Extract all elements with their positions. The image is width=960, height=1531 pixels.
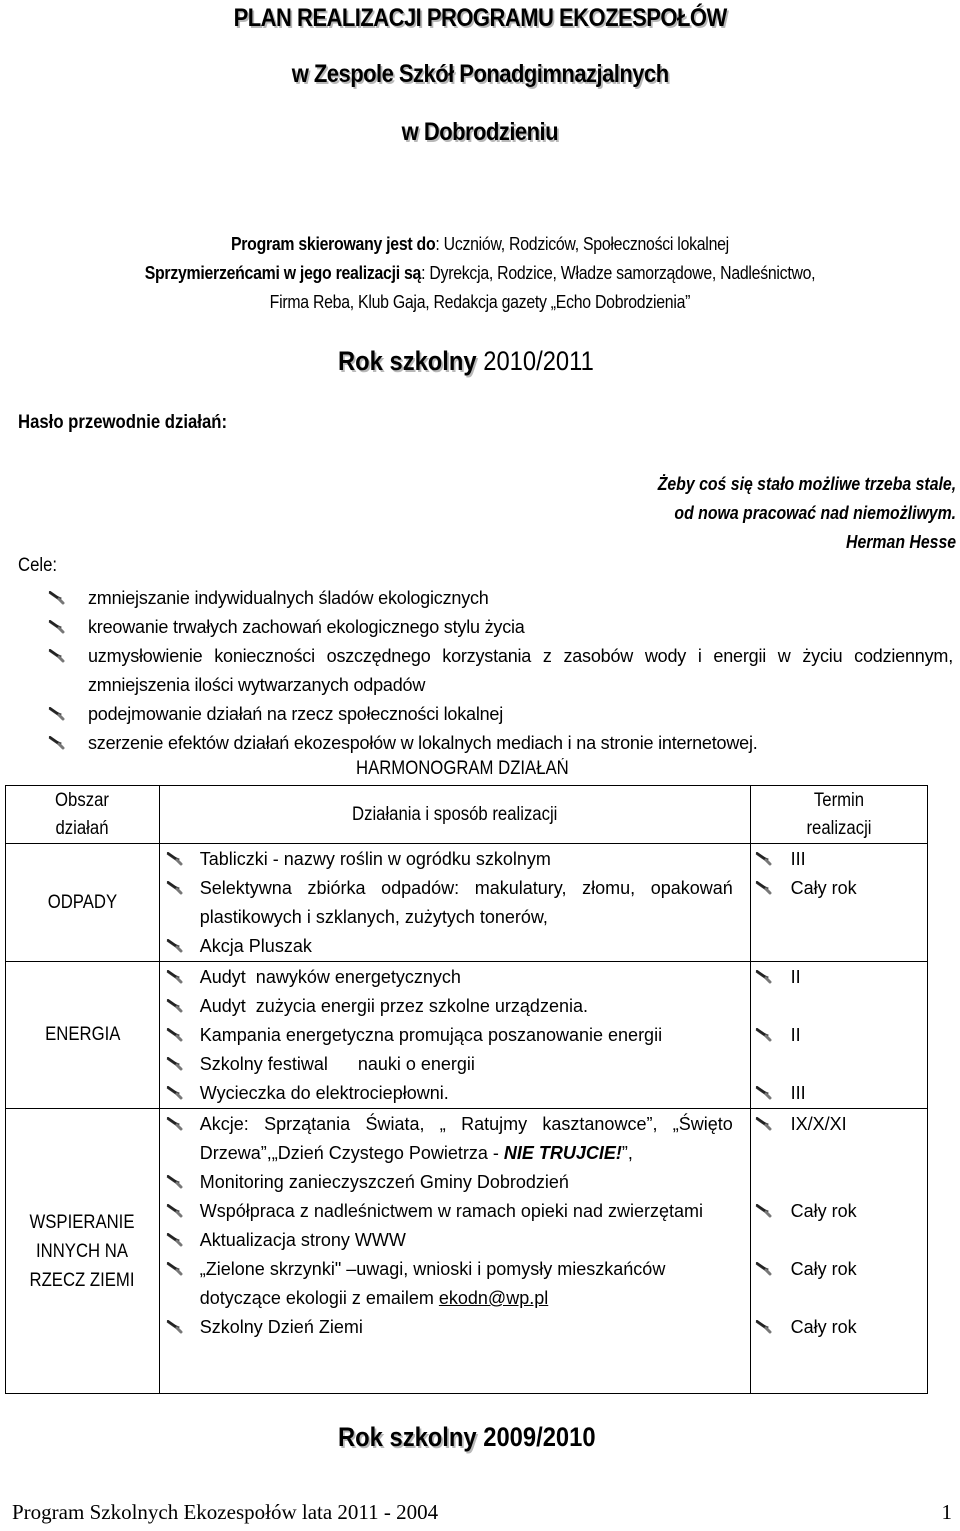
- school-year-current: Rok szkolny 2010/2011: [338, 346, 594, 376]
- table-header-row: [6, 786, 928, 844]
- action-item: Kampania energetyczna promująca poszanowanie energii: [160, 1021, 750, 1050]
- intro-audience: Program skierowany jest do: Uczniów, Rodziców, Społeczności lokalnej: [231, 234, 729, 254]
- goal-item: zmniejszanie indywidualnych śladów ekologicznych: [48, 584, 953, 613]
- actions-cell: [159, 962, 750, 1109]
- pencil-bullet-icon: [755, 1320, 773, 1334]
- pencil-bullet-icon: [48, 707, 66, 721]
- email-link[interactable]: ekodn@wp.pl: [438, 1288, 549, 1308]
- pencil-bullet-icon: [48, 649, 66, 663]
- term-item: IX/X/XI: [751, 1110, 927, 1139]
- pencil-bullet-icon: [166, 1204, 184, 1218]
- schedule-heading: HARMONOGRAM DZIAŁAŃ: [356, 758, 569, 779]
- motto-quote: Żeby coś się stało możliwe trzeba stale, od nowa pracować nad niemożliwym. Herman Hesse: [657, 474, 956, 552]
- action-item: Akcje: Sprzątania Świata, „ Ratujmy kasztanowce”, „Święto Drzewa”,„Dzień Czystego Powietrza - NIE TRUJCIE!”,: [160, 1110, 733, 1168]
- pencil-bullet-icon: [755, 881, 773, 895]
- area-support-earth: WSPIERANIE INNYCH NA RZECZ ZIEMI: [6, 1109, 160, 1394]
- school-year-previous: Rok szkolny 2009/2010: [338, 1422, 596, 1452]
- table-row: [6, 962, 928, 1109]
- pencil-bullet-icon: [166, 1262, 184, 1276]
- term-item: II: [751, 1021, 927, 1050]
- header-area: Obszar działań: [6, 786, 160, 844]
- action-item: Monitoring zanieczyszczeń Gminy Dobrodzień: [160, 1168, 750, 1197]
- pencil-bullet-icon: [166, 999, 184, 1013]
- header-term: Termin realizacji: [750, 786, 927, 844]
- action-item: Selektywna zbiórka odpadów: makulatury, złomu, opakowań plastikowych i szklanych, zużytych tonerów,: [160, 874, 733, 932]
- pencil-bullet-icon: [166, 970, 184, 984]
- area-waste: ODPADY: [6, 844, 160, 962]
- header-actions: Działania i sposób realizacji: [159, 786, 750, 844]
- term-item: Cały rok: [751, 1197, 927, 1226]
- action-item: Wycieczka do elektrociepłowni.: [160, 1079, 750, 1108]
- pencil-bullet-icon: [166, 1320, 184, 1334]
- action-item: Szkolny festiwal nauki o energii: [160, 1050, 750, 1079]
- term-item: III: [751, 1079, 927, 1108]
- pencil-bullet-icon: [755, 1117, 773, 1131]
- pencil-bullet-icon: [166, 1117, 184, 1131]
- intro-allies: Sprzymierzeńcami w jego realizacji są: Dyrekcja, Rodzice, Władze samorządowe, Nadleśnictwo,: [144, 263, 816, 283]
- pencil-bullet-icon: [755, 1028, 773, 1042]
- actions-cell: [159, 1109, 750, 1394]
- action-item: Audyt nawyków energetycznych: [160, 963, 750, 992]
- pencil-bullet-icon: [48, 736, 66, 750]
- table-row: [6, 1109, 928, 1394]
- term-item: II: [751, 963, 927, 992]
- action-item: Współpraca z nadleśnictwem w ramach opieki nad zwierzętami: [160, 1197, 710, 1226]
- pencil-bullet-icon: [755, 1086, 773, 1100]
- pencil-bullet-icon: [166, 1233, 184, 1247]
- schedule-table: [5, 785, 928, 1394]
- pencil-bullet-icon: [166, 1175, 184, 1189]
- actions-cell: [159, 844, 750, 962]
- title-line-3: w Dobrodzieniu: [401, 118, 559, 146]
- terms-cell: [750, 844, 927, 962]
- term-item: Cały rok: [751, 1255, 927, 1284]
- page-footer: [12, 1500, 952, 1525]
- pencil-bullet-icon: [755, 852, 773, 866]
- table-row: [6, 844, 928, 962]
- pencil-bullet-icon: [755, 1262, 773, 1276]
- pencil-bullet-icon: [48, 620, 66, 634]
- action-item: Szkolny Dzień Ziemi: [160, 1313, 750, 1342]
- pencil-bullet-icon: [166, 1086, 184, 1100]
- area-energy: ENERGIA: [6, 962, 160, 1109]
- terms-cell: [750, 962, 927, 1109]
- goal-item: szerzenie efektów działań ekozespołów w lokalnych mediach i na stronie internetowej.: [48, 729, 953, 758]
- goals-label: Cele:: [18, 555, 58, 576]
- motto-label: Hasło przewodnie działań:: [18, 412, 228, 433]
- pencil-bullet-icon: [166, 1028, 184, 1042]
- pencil-bullet-icon: [755, 970, 773, 984]
- footer-text: Program Szkolnych Ekozespołów lata 2011 - 2004: [12, 1500, 439, 1524]
- terms-cell: [750, 1109, 927, 1394]
- pencil-bullet-icon: [755, 1204, 773, 1218]
- page-number: 1: [941, 1500, 952, 1524]
- action-item: Audyt zużycia energii przez szkolne urządzenia.: [160, 992, 750, 1021]
- term-item: III: [751, 845, 927, 874]
- intro-allies-2: Firma Reba, Klub Gaja, Redakcja gazety „Echo Dobrodzienia”: [269, 292, 691, 312]
- pencil-bullet-icon: [166, 881, 184, 895]
- term-item: Cały rok: [751, 1313, 927, 1342]
- pencil-bullet-icon: [48, 591, 66, 605]
- action-item: „Zielone skrzynki" –uwagi, wnioski i pomysły mieszkańców dotyczące ekologii z emailem ekodn@wp.pl: [160, 1255, 733, 1313]
- action-item: Tabliczki - nazwy roślin w ogródku szkolnym: [160, 845, 750, 874]
- term-item: Cały rok: [751, 874, 927, 903]
- goal-item: uzmysłowienie konieczności oszczędnego korzystania z zasobów wody i energii w życiu codziennym, zmniejszenia ilości wytwarzanych odpadów: [48, 642, 953, 700]
- title-line-1: PLAN REALIZACJI PROGRAMU EKOZESPOŁÓW: [233, 4, 727, 32]
- action-item: Aktualizacja strony WWW: [160, 1226, 750, 1255]
- action-item: Akcja Pluszak: [160, 932, 750, 961]
- goal-item: kreowanie trwałych zachowań ekologicznego stylu życia: [48, 613, 953, 642]
- title-line-2: w Zespole Szkół Ponadgimnazjalnych: [291, 60, 669, 88]
- pencil-bullet-icon: [166, 939, 184, 953]
- goal-item: podejmowanie działań na rzecz społeczności lokalnej: [48, 700, 953, 729]
- pencil-bullet-icon: [166, 1057, 184, 1071]
- pencil-bullet-icon: [166, 852, 184, 866]
